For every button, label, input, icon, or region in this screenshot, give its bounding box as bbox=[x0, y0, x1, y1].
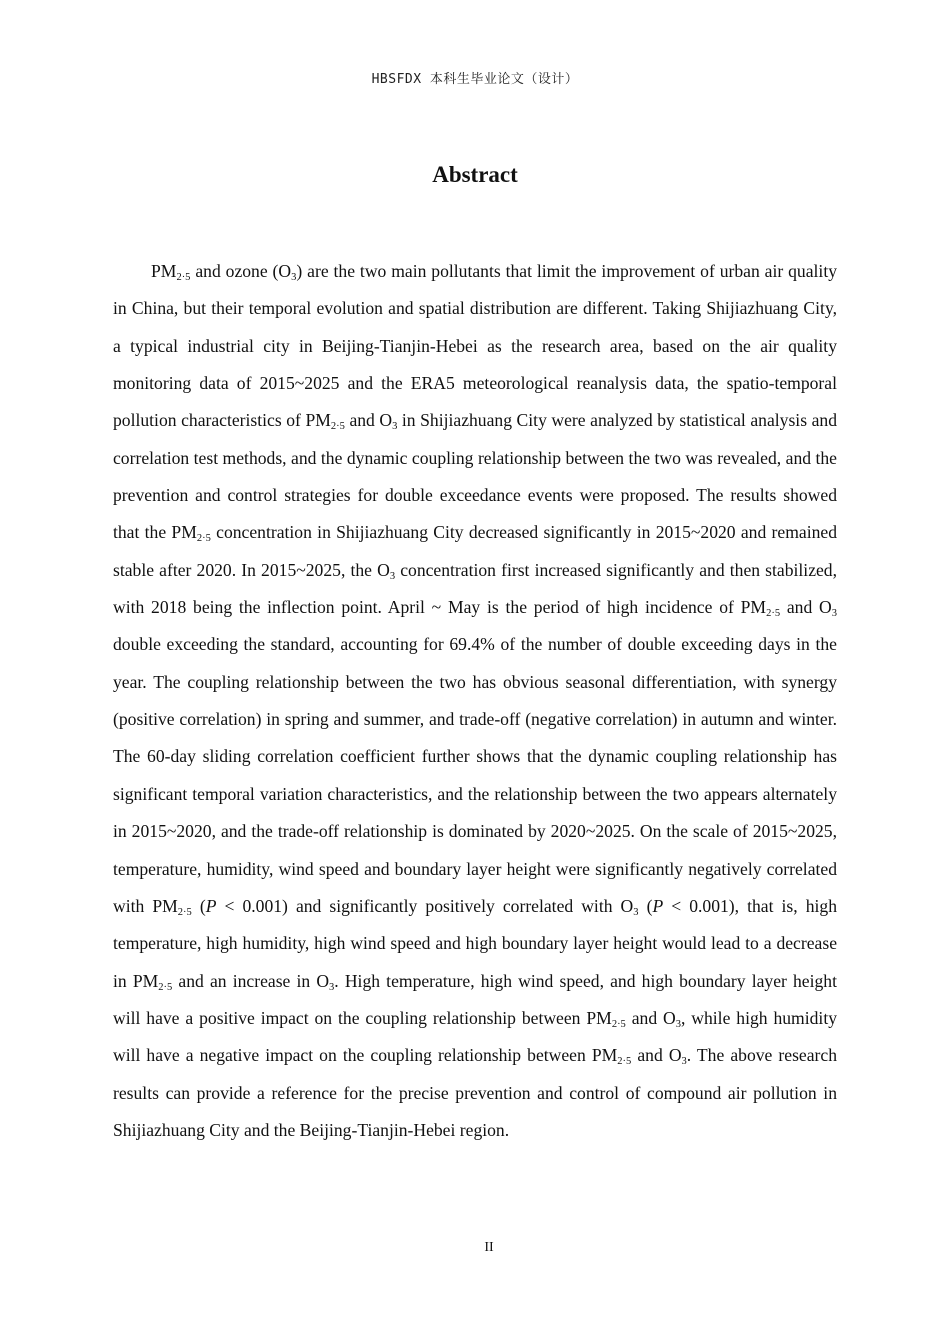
text-run: . High temperature, high wind speed, and high boundary layer height will have a positive impact on the coupling relationship between PM bbox=[113, 970, 837, 1028]
subscript: 3 bbox=[291, 272, 297, 283]
subscript: 2·5 bbox=[330, 421, 345, 433]
subscript: 3 bbox=[831, 608, 837, 620]
text-run: . The above research results can provide a reference for the precise prevention and control of compound air pollution in Shijiazhuang City and the Beijing-Tianjin-Hebei region. bbox=[113, 1045, 838, 1140]
page-number: II bbox=[484, 1240, 494, 1255]
text-run: PM bbox=[151, 261, 177, 281]
text-run: < 0.001) and significantly positively correlated with O bbox=[216, 895, 634, 916]
text-run: and an increase in O bbox=[172, 970, 330, 991]
subscript: 2·5 bbox=[176, 272, 191, 283]
subscript: 2·5 bbox=[158, 981, 173, 993]
abstract-title: Abstract bbox=[432, 162, 518, 187]
subscript: 2·5 bbox=[196, 533, 211, 545]
subscript: 3 bbox=[675, 1018, 681, 1030]
subscript: 3 bbox=[389, 570, 396, 582]
text-run: ( bbox=[638, 895, 653, 916]
text-run: in Shijiazhuang City were analyzed by statistical analysis and correlation test methods, and the dynamic coupling relationship between the two was revealed, and the prevention and control strategies for double exceedance events were proposed. The results showed that the PM bbox=[113, 410, 837, 543]
subscript: 2·5 bbox=[611, 1018, 626, 1030]
text-run: < 0.001), that is, high temperature, high humidity, high wind speed and high boundary layer height would lead to a decrease in PM bbox=[113, 895, 837, 991]
text-run: and O bbox=[780, 597, 832, 618]
subscript: 3 bbox=[681, 1056, 687, 1068]
p-value-symbol: P bbox=[205, 895, 217, 916]
subscript: 2·5 bbox=[177, 906, 192, 918]
text-run: , while high humidity will have a negative impact on the coupling relationship between PM bbox=[113, 1007, 838, 1066]
subscript: 2·5 bbox=[617, 1056, 632, 1068]
p-value-symbol: P bbox=[652, 895, 664, 916]
text-run: double exceeding the standard, accounting for 69.4% of the number of double exceeding days in the year. The coupling relationship between the two has obvious seasonal differentiation, with synergy (positive correlation) in spring and summer, and trade-off (negative correlation) in autumn and winter. The 60-day sliding correlation coefficient further shows that the dynamic coupling relationship has significant temporal variation characteristics, and the relationship between the two appears alternately in 2015~2020, and the trade-off relationship is dominated by 2020~2025. On the scale of 2015~2025, temperature, humidity, wind speed and boundary layer height were significantly negatively correlated with PM bbox=[113, 634, 837, 916]
subscript: 3 bbox=[329, 981, 335, 993]
text-run: and O bbox=[625, 1007, 676, 1028]
text-run: and ozone (O bbox=[190, 261, 292, 281]
text-run: concentration first increased significantly and then stabilized, with 2018 being the inflection point. April ~ May is the period of high incidence of PM bbox=[113, 559, 838, 618]
subscript: 3 bbox=[633, 906, 639, 918]
abstract-body bbox=[113, 253, 837, 1149]
text-run: and O bbox=[344, 410, 393, 431]
text-run: and O bbox=[631, 1045, 682, 1066]
text-run: ( bbox=[191, 895, 206, 916]
text-run: concentration in Shijiazhuang City decreased significantly in 2015~2020 and remained stable after 2020. In 2015~2025, the O bbox=[113, 522, 838, 580]
page-header: HBSFDX 本科生毕业论文（设计） bbox=[371, 72, 579, 87]
subscript: 2·5 bbox=[766, 608, 781, 620]
text-run: ) are the two main pollutants that limit the improvement of urban air quality in China, but their temporal evolution and spatial distribution are different. Taking Shijiazhuang City, a typical industrial city in Beijing-Tianjin-Hebei as the research area, based on the air quality monitoring data of 2015~2025 and the ERA5 meteorological reanalysis data, the spatio-temporal pollution characteristics of PM bbox=[113, 261, 837, 431]
subscript: 3 bbox=[392, 421, 398, 433]
